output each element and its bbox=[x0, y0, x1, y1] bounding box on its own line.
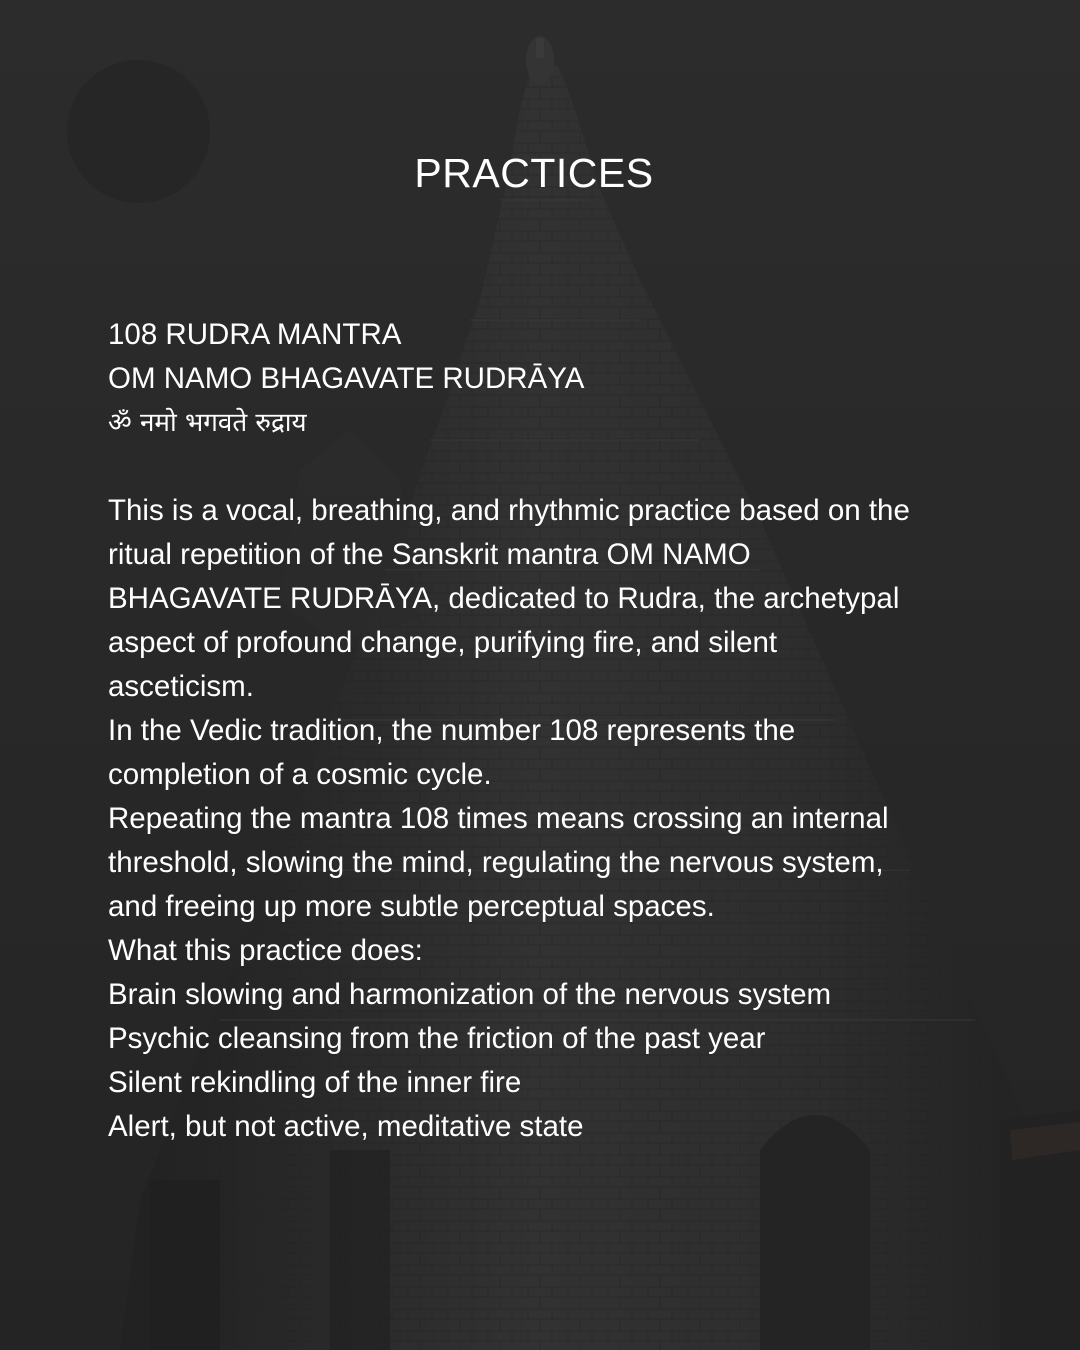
mantra-title: 108 RUDRA MANTRA bbox=[108, 318, 402, 351]
list-item: Brain slowing and harmonization of the nervous system bbox=[108, 978, 832, 1011]
mantra-devanagari: ॐ नमो भगवते रुद्राय bbox=[108, 408, 307, 438]
mantra-transliteration: OM NAMO BHAGAVATE RUDRĀYA bbox=[108, 362, 585, 395]
list-item: Alert, but not active, meditative state bbox=[108, 1110, 584, 1143]
spacer bbox=[108, 445, 1008, 489]
body-line: In the Vedic tradition, the number 108 represents the bbox=[108, 714, 796, 747]
page-title: PRACTICES bbox=[414, 150, 654, 196]
list-item: Psychic cleansing from the friction of the past year bbox=[108, 1022, 766, 1055]
body-line: This is a vocal, breathing, and rhythmic practice based on the bbox=[108, 494, 910, 527]
body-line: aspect of profound change, purifying fire, and silent bbox=[108, 626, 778, 659]
body-line: threshold, slowing the mind, regulating the nervous system, bbox=[108, 846, 884, 879]
body-line: BHAGAVATE RUDRĀYA, dedicated to Rudra, the archetypal bbox=[108, 582, 900, 615]
list-heading: What this practice does: bbox=[108, 934, 423, 967]
body-line: asceticism. bbox=[108, 670, 254, 703]
body-line: Repeating the mantra 108 times means crossing an internal bbox=[108, 802, 889, 835]
body-line: completion of a cosmic cycle. bbox=[108, 758, 492, 791]
content-block bbox=[108, 313, 1008, 1149]
body-line: ritual repetition of the Sanskrit mantra OM NAMO bbox=[108, 538, 751, 571]
body-line: and freeing up more subtle perceptual spaces. bbox=[108, 890, 715, 923]
list-item: Silent rekindling of the inner fire bbox=[108, 1066, 522, 1099]
